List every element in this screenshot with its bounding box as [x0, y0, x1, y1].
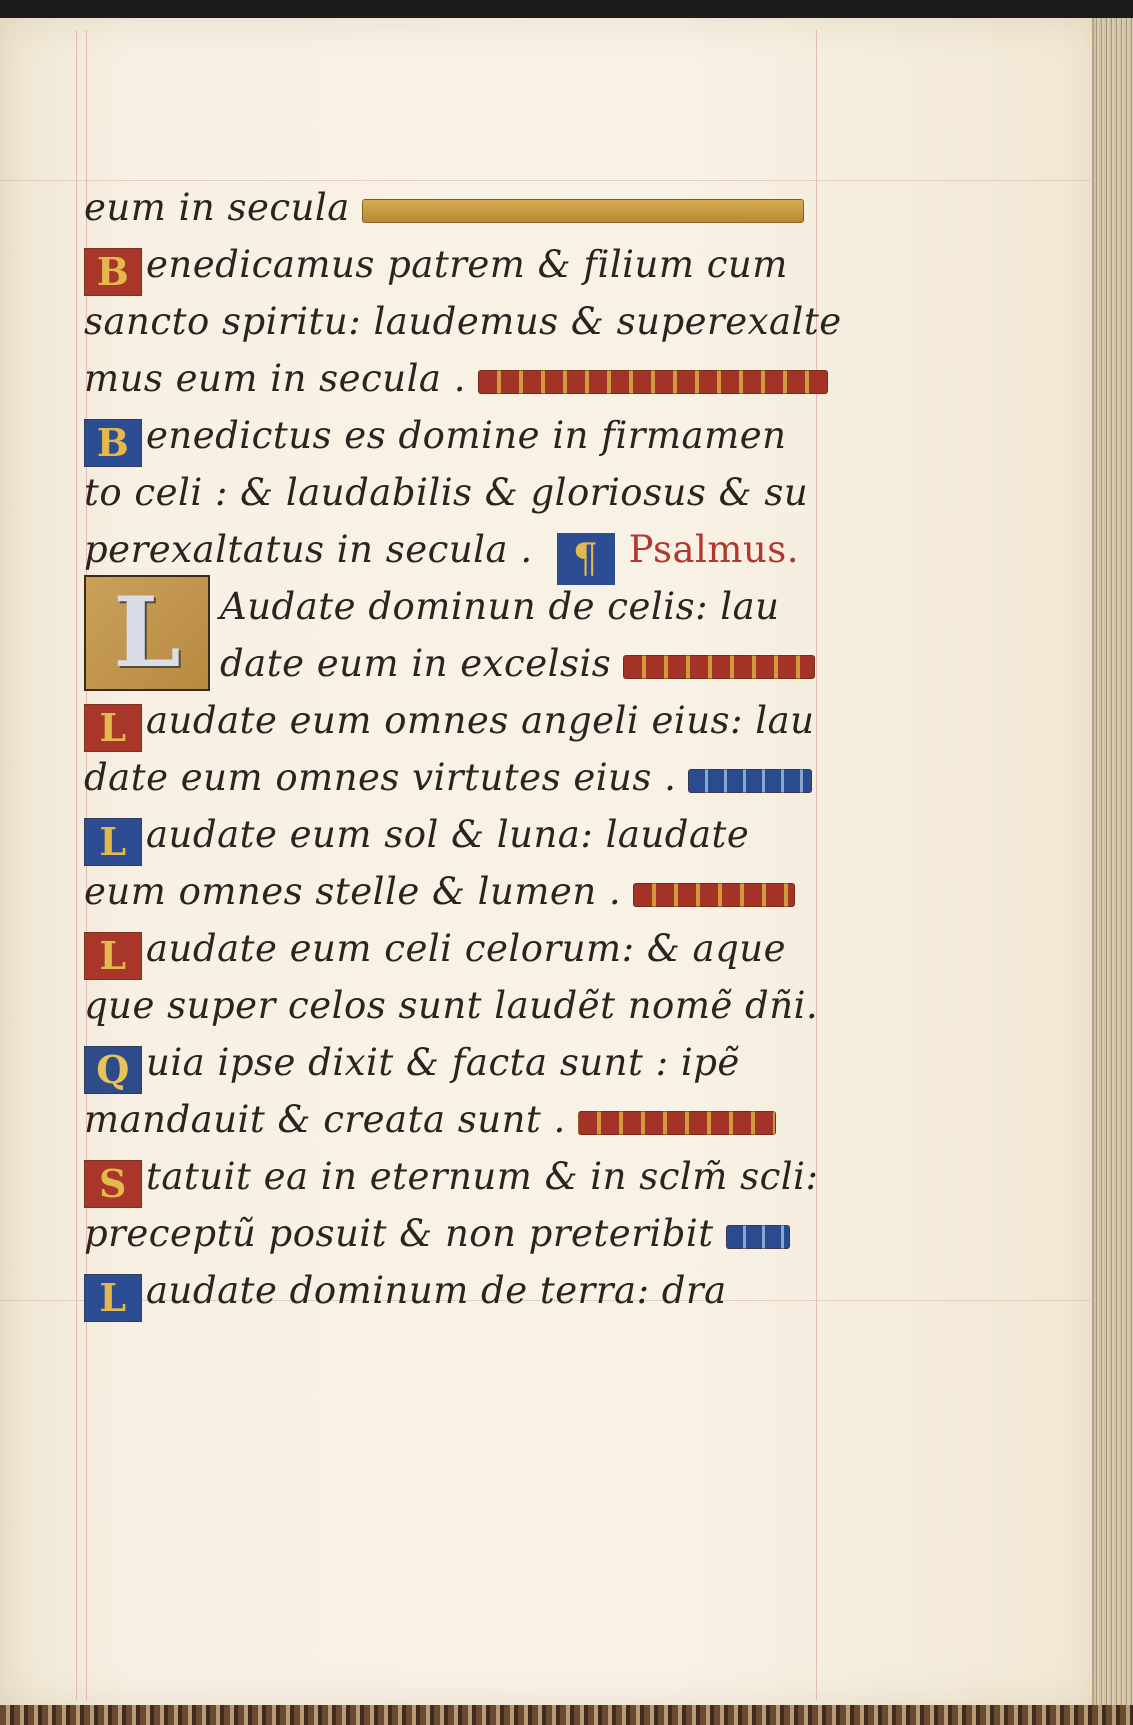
line-filler — [633, 883, 795, 907]
decorated-initial: B — [84, 419, 142, 467]
line-text: tatuit ea in eternum & in sclm̃ scli: — [146, 1155, 819, 1198]
text-line — [84, 465, 824, 521]
decorated-initial: L — [84, 932, 142, 980]
line-text: audate dominum de terra: dra — [146, 1269, 727, 1312]
line-filler — [362, 199, 804, 223]
text-line — [84, 1206, 824, 1262]
line-text: mandauit & creata sunt . — [84, 1098, 566, 1141]
line-text: preceptũ posuit & non preteribit — [84, 1212, 714, 1255]
text-line — [84, 1263, 824, 1319]
line-text: perexaltatus in secula . — [84, 528, 533, 571]
decorated-initial: L — [84, 704, 142, 752]
line-text: enedicamus patrem & filium cum — [146, 243, 788, 286]
text-line — [84, 1149, 824, 1205]
line-text: Audate dominun de celis: lau — [220, 585, 780, 628]
decorated-initial: S — [84, 1160, 142, 1208]
text-line — [84, 351, 824, 407]
pilcrow-mark: ¶ — [557, 533, 615, 585]
line-filler — [688, 769, 812, 793]
line-filler — [726, 1225, 790, 1249]
rubric-heading: Psalmus. — [628, 528, 800, 571]
text-line — [84, 237, 824, 293]
text-line — [84, 522, 824, 582]
decorated-initial: L — [84, 1274, 142, 1322]
line-text: audate eum sol & luna: laudate — [146, 813, 750, 856]
text-line — [84, 408, 824, 464]
decorated-initial: L — [84, 818, 142, 866]
line-text: que super celos sunt laudẽt nomẽ dñi. — [84, 984, 819, 1027]
text-line — [84, 921, 824, 977]
line-text: date eum omnes virtutes eius . — [84, 756, 677, 799]
line-filler — [623, 655, 815, 679]
line-text: audate eum omnes angeli eius: lau — [146, 699, 815, 742]
text-line — [84, 1035, 824, 1091]
illuminated-initial: L — [84, 575, 210, 691]
text-line — [84, 294, 842, 350]
text-line — [84, 807, 824, 863]
line-filler — [578, 1111, 776, 1135]
line-text: eum in secula — [84, 186, 350, 229]
text-line — [84, 1092, 824, 1148]
text-line — [84, 693, 824, 749]
line-text: sancto spiritu: laudemus & superexalte — [84, 300, 842, 343]
line-text: eum omnes stelle & lumen . — [84, 870, 622, 913]
decorated-initial: Q — [84, 1046, 142, 1094]
line-filler — [478, 370, 828, 394]
decorated-initial: B — [84, 248, 142, 296]
line-text: enedictus es domine in firmamen — [146, 414, 787, 457]
line-text: uia ipse dixit & facta sunt : ipẽ — [146, 1041, 740, 1084]
text-line — [84, 978, 824, 1034]
text-line — [84, 864, 824, 920]
line-text: date eum in excelsis — [220, 642, 612, 685]
line-text: mus eum in secula . — [84, 357, 467, 400]
text-line — [84, 180, 824, 236]
line-text: to celi : & laudabilis & gloriosus & su — [84, 471, 809, 514]
text-line — [84, 750, 824, 806]
ruling-left-outer — [76, 30, 77, 1700]
book-cover-bottom — [0, 1705, 1133, 1725]
text-line — [220, 579, 960, 635]
text-line — [220, 636, 960, 692]
page-fore-edge — [1092, 18, 1133, 1708]
line-text: audate eum celi celorum: & aque — [146, 927, 787, 970]
